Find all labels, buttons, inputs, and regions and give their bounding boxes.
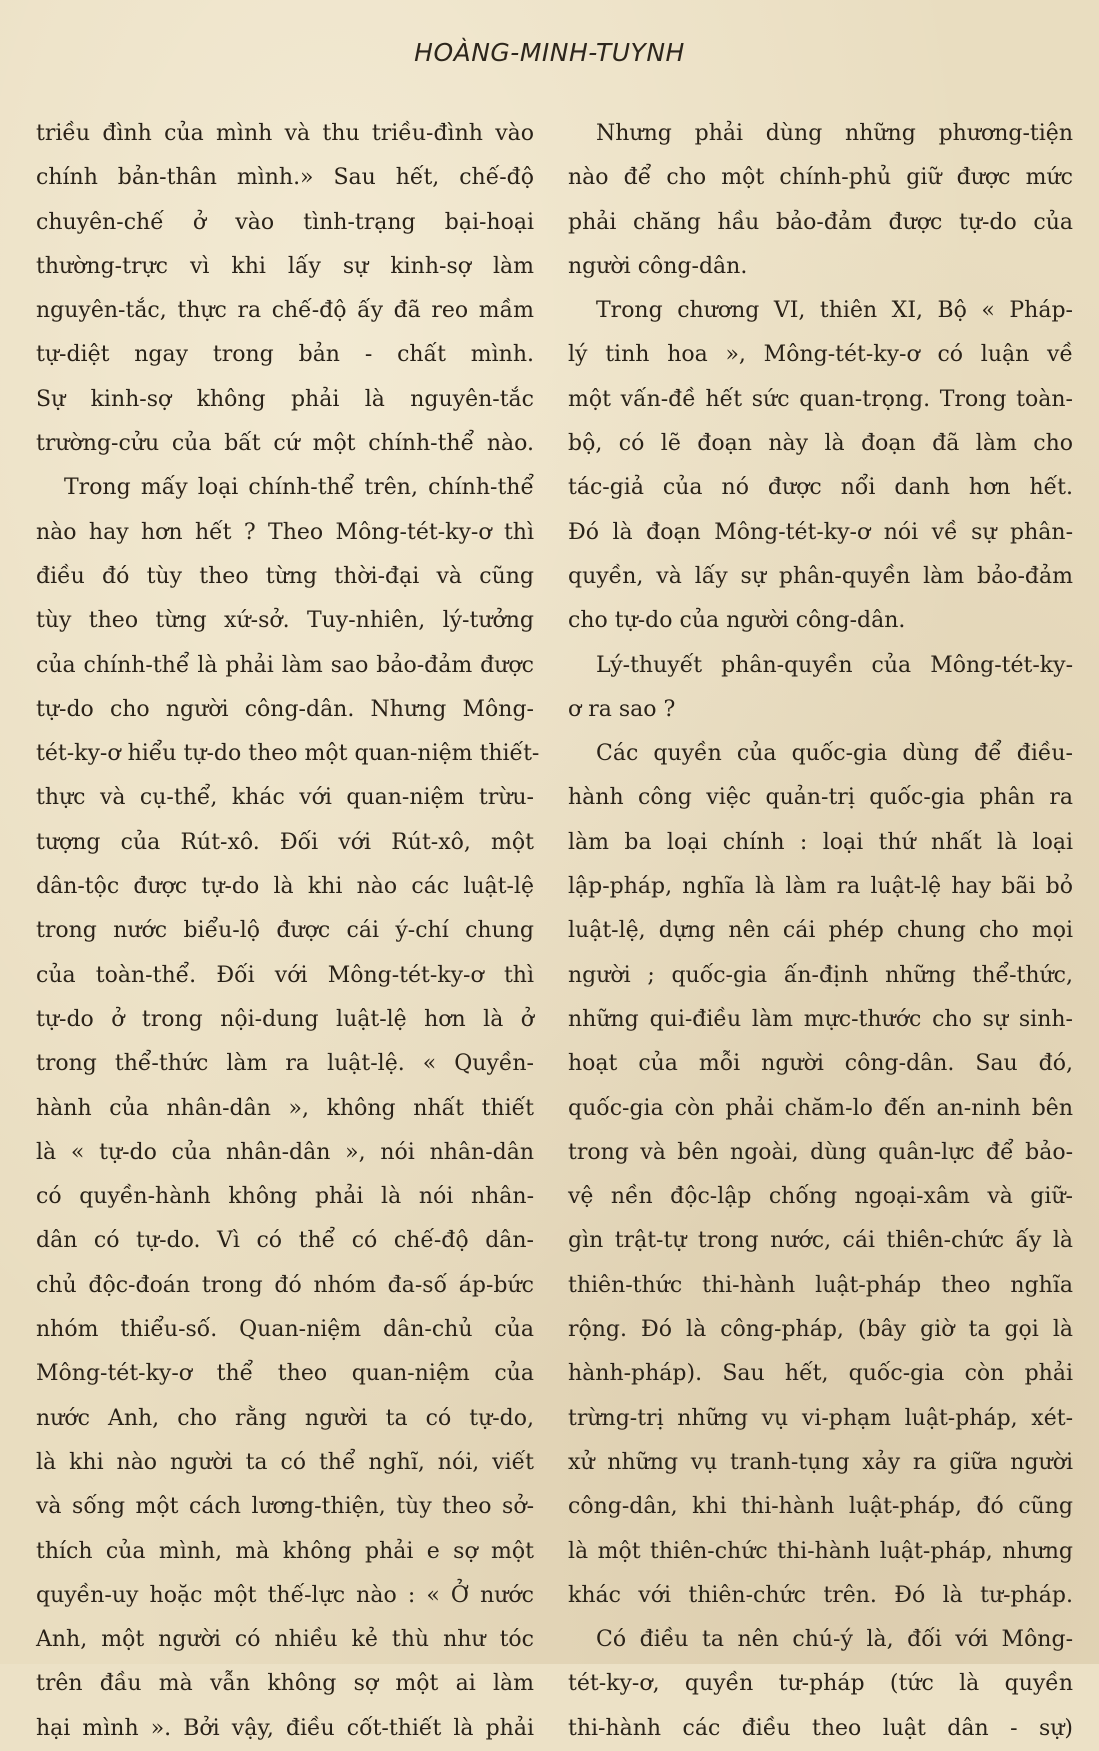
text-line: khác với thiên-chức trên. Đó là tư-pháp. — [568, 1582, 1073, 1608]
text-line: trong thể-thức làm ra luật-lệ. « Quyền- — [36, 1051, 534, 1077]
text-line: của toàn-thể. Đối với Mông-tét-ky-ơ thì — [36, 962, 534, 988]
text-line: là khi nào người ta có thể nghĩ, nói, viết — [36, 1449, 534, 1475]
text-line: Các quyền của quốc-gia dùng để điều- — [596, 741, 1073, 767]
text-line: dân-tộc được tự-do là khi nào các luật-lệ — [36, 874, 534, 900]
text-line: thực và cụ-thể, khác với quan-niệm trừu- — [36, 785, 534, 811]
text-line: nước Anh, cho rằng người ta có tự-do, — [36, 1405, 534, 1431]
text-line: một vấn-đề hết sức quan-trọng. Trong toàn- — [568, 386, 1073, 412]
text-line: Lý-thuyết phân-quyền của Mông-tét-ky- — [596, 652, 1073, 678]
text-line: lý tinh hoa », Mông-tét-ky-ơ có luận về — [568, 342, 1073, 368]
text-line: quốc-gia còn phải chăm-lo đến an-ninh bên — [568, 1095, 1073, 1121]
text-line: hại mình ». Bởi vậy, điều cốt-thiết là phải — [36, 1715, 534, 1741]
text-line: những qui-điều làm mực-thước cho sự sinh- — [568, 1006, 1073, 1032]
page-header: HOÀNG-MINH-TUYNH — [414, 38, 685, 67]
text-line: tùy theo từng xứ-sở. Tuy-nhiên, lý-tưởng — [36, 608, 534, 634]
text-line: tác-giả của nó được nổi danh hơn hết. — [568, 475, 1073, 501]
text-line: nhóm thiểu-số. Quan-niệm dân-chủ của — [36, 1317, 534, 1343]
text-line: Nhưng phải dùng những phương-tiện — [596, 121, 1073, 146]
text-line: thiên-thức thi-hành luật-pháp theo nghĩa — [568, 1272, 1073, 1298]
text-line: Trong mấy loại chính-thể trên, chính-thể — [64, 475, 534, 501]
text-line: điều đó tùy theo từng thời-đại và cũng — [36, 563, 534, 589]
text-line: lập-pháp, nghĩa là làm ra luật-lệ hay bãi bỏ — [568, 874, 1073, 900]
left-text-column — [36, 112, 540, 1741]
text-line: công-dân, khi thi-hành luật-pháp, đó cũng — [568, 1494, 1073, 1520]
text-line: trường-cửu của bất cứ một chính-thể nào. — [36, 431, 534, 457]
text-line: Trong chương VI, thiên XI, Bộ « Pháp- — [596, 298, 1073, 324]
text-line: chuyên-chế ở vào tình-trạng bại-hoại — [36, 209, 534, 235]
text-line: người công-dân. — [568, 253, 748, 279]
text-line: thường-trực vì khi lấy sự kinh-sợ làm — [36, 253, 534, 279]
text-line: bộ, có lẽ đoạn này là đoạn đã làm cho — [568, 431, 1073, 457]
text-line: phải chăng hầu bảo-đảm được tự-do của — [568, 209, 1073, 235]
text-line: thích của mình, mà không phải e sợ một — [36, 1538, 534, 1564]
text-line: người ; quốc-gia ấn-định những thể-thức, — [568, 962, 1073, 988]
text-line: và sống một cách lương-thiện, tùy theo sở- — [36, 1494, 534, 1520]
text-line: nguyên-tắc, thực ra chế-độ ấy đã reo mầm — [36, 298, 534, 324]
text-line: là « tự-do của nhân-dân », nói nhân-dân — [36, 1139, 534, 1165]
text-line: triều đình của mình và thu triều-đình vào — [36, 121, 534, 146]
text-line: tự-do cho người công-dân. Nhưng Mông- — [36, 696, 534, 722]
text-line: nào hay hơn hết ? Theo Mông-tét-ky-ơ thì — [36, 519, 534, 545]
text-line: hành của nhân-dân », không nhất thiết — [36, 1095, 534, 1121]
text-line: Đó là đoạn Mông-tét-ky-ơ nói về sự phân- — [568, 519, 1073, 545]
text-line: có quyền-hành không phải là nói nhân- — [36, 1184, 534, 1210]
text-line: ơ ra sao ? — [568, 696, 676, 722]
text-line: hành công việc quản-trị quốc-gia phân ra — [568, 785, 1073, 811]
text-line: hành-pháp). Sau hết, quốc-gia còn phải — [568, 1361, 1073, 1387]
text-line: luật-lệ, dựng nên cái phép chung cho mọi — [568, 918, 1073, 944]
text-line: trong nước biểu-lộ được cái ý-chí chung — [36, 918, 534, 944]
text-line: gìn trật-tự trong nước, cái thiên-chức ấy là — [568, 1228, 1073, 1254]
text-line: của chính-thể là phải làm sao bảo-đảm được — [36, 652, 534, 678]
text-line: tét-ky-ơ hiểu tự-do theo một quan-niệm thiết- — [36, 741, 540, 767]
text-line: chủ độc-đoán trong đó nhóm đa-số áp-bức — [36, 1272, 534, 1298]
text-line: xử những vụ tranh-tụng xảy ra giữa người — [568, 1449, 1073, 1475]
text-line: trong và bên ngoài, dùng quân-lực để bảo- — [568, 1139, 1073, 1165]
text-line: rộng. Đó là công-pháp, (bây giờ ta gọi là — [568, 1317, 1073, 1343]
text-line: tự-diệt ngay trong bản - chất mình. — [36, 342, 534, 368]
text-line: Có điều ta nên chú-ý là, đối với Mông- — [596, 1627, 1073, 1653]
text-line: Anh, một người có nhiều kẻ thù như tóc — [36, 1627, 534, 1653]
text-line: tượng của Rút-xô. Đối với Rút-xô, một — [36, 829, 534, 855]
text-line: thi-hành các điều theo luật dân - sự) — [568, 1715, 1073, 1741]
text-line: tự-do ở trong nội-dung luật-lệ hơn là ở — [36, 1006, 534, 1032]
text-line: vệ nền độc-lập chống ngoại-xâm và giữ- — [568, 1184, 1073, 1210]
text-line: Mông-tét-ky-ơ thể theo quan-niệm của — [36, 1361, 534, 1387]
text-line: chính bản-thân mình.» Sau hết, chế-độ — [36, 165, 534, 191]
right-text-column — [568, 112, 1073, 1741]
text-line: trên đầu mà vẫn không sợ một ai làm — [36, 1671, 534, 1697]
text-line: Sự kinh-sợ không phải là nguyên-tắc — [36, 386, 534, 412]
text-line: trừng-trị những vụ vi-phạm luật-pháp, xét- — [568, 1405, 1073, 1431]
text-line: quyền, và lấy sự phân-quyền làm bảo-đảm — [568, 563, 1073, 589]
text-line: hoạt của mỗi người công-dân. Sau đó, — [568, 1051, 1073, 1077]
text-line: làm ba loại chính : loại thứ nhất là loại — [568, 829, 1073, 855]
text-line: cho tự-do của người công-dân. — [568, 608, 906, 634]
text-line: tét-ky-ơ, quyền tư-pháp (tức là quyền — [568, 1671, 1073, 1697]
text-line: nào để cho một chính-phủ giữ được mức — [568, 165, 1073, 191]
text-line: là một thiên-chức thi-hành luật-pháp, nhưng — [568, 1538, 1073, 1564]
text-line: quyền-uy hoặc một thế-lực nào : « Ở nước — [36, 1582, 534, 1608]
text-line: dân có tự-do. Vì có thể có chế-độ dân- — [36, 1228, 534, 1254]
